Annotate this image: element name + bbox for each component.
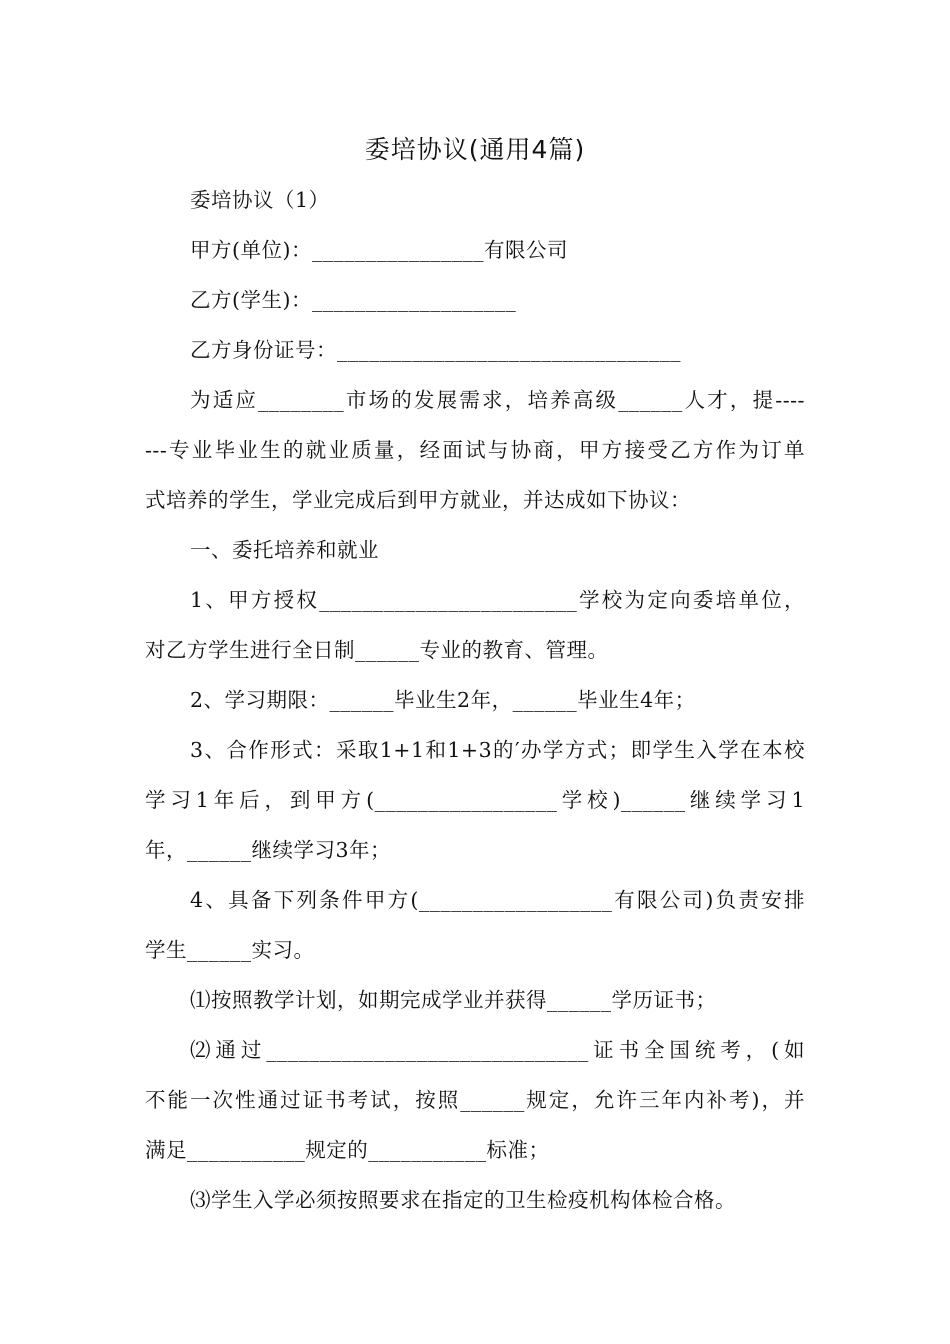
section-heading-entrust: 一、委托培养和就业 — [190, 538, 379, 562]
clause-3-line-1: 3、合作形式：采取1+1和1+3的′办学方式；即学生入学在本校 — [190, 738, 805, 762]
condition-3-line: ⑶学生入学必须按照要求在指定的卫生检疫机构体检合格。 — [190, 1188, 736, 1212]
clause-2-line: 2、学习期限：______毕业生2年，______毕业生4年； — [190, 688, 696, 712]
condition-2-line-1: ⑵通过______________________________证书全国统考，(如 — [190, 1038, 805, 1062]
clause-3-line-2: 学习1年后，到甲方(_________________学校)______继续学习1 — [145, 788, 805, 812]
party-b-line: 乙方(学生)：___________________ — [190, 288, 517, 312]
paragraph-intro-line-1: 为适应________市场的发展需求，培养高级______人才，提---- — [190, 388, 805, 412]
clause-1-line-1: 1、甲方授权________________________学校为定向委培单位， — [190, 588, 805, 612]
clause-4-line-1: 4、具备下列条件甲方(__________________有限公司)负责安排 — [190, 888, 805, 912]
paragraph-intro-line-2: ---专业毕业生的就业质量，经面试与协商，甲方接受乙方作为订单 — [145, 438, 805, 462]
party-a-line: 甲方(单位)：________________有限公司 — [190, 238, 568, 262]
party-b-id-line: 乙方身份证号：________________________________ — [190, 338, 681, 362]
document-title: 委培协议(通用4篇) — [364, 135, 586, 164]
paragraph-intro-line-3: 式培养的学生，学业完成后到甲方就业，并达成如下协议： — [145, 488, 691, 512]
condition-2-line-3: 满足___________规定的___________标准； — [145, 1138, 550, 1162]
condition-2-line-2: 不能一次性通过证书考试，按照______规定，允许三年内补考)，并 — [145, 1088, 805, 1112]
clause-1-line-2: 对乙方学生进行全日制______专业的教育、管理。 — [145, 638, 609, 662]
section-heading-1: 委培协议（1） — [190, 188, 330, 212]
condition-1-line: ⑴按照教学计划，如期完成学业并获得______学历证书； — [190, 988, 717, 1012]
clause-3-line-3: 年，______继续学习3年； — [145, 838, 392, 862]
clause-4-line-2: 学生______实习。 — [145, 938, 315, 962]
